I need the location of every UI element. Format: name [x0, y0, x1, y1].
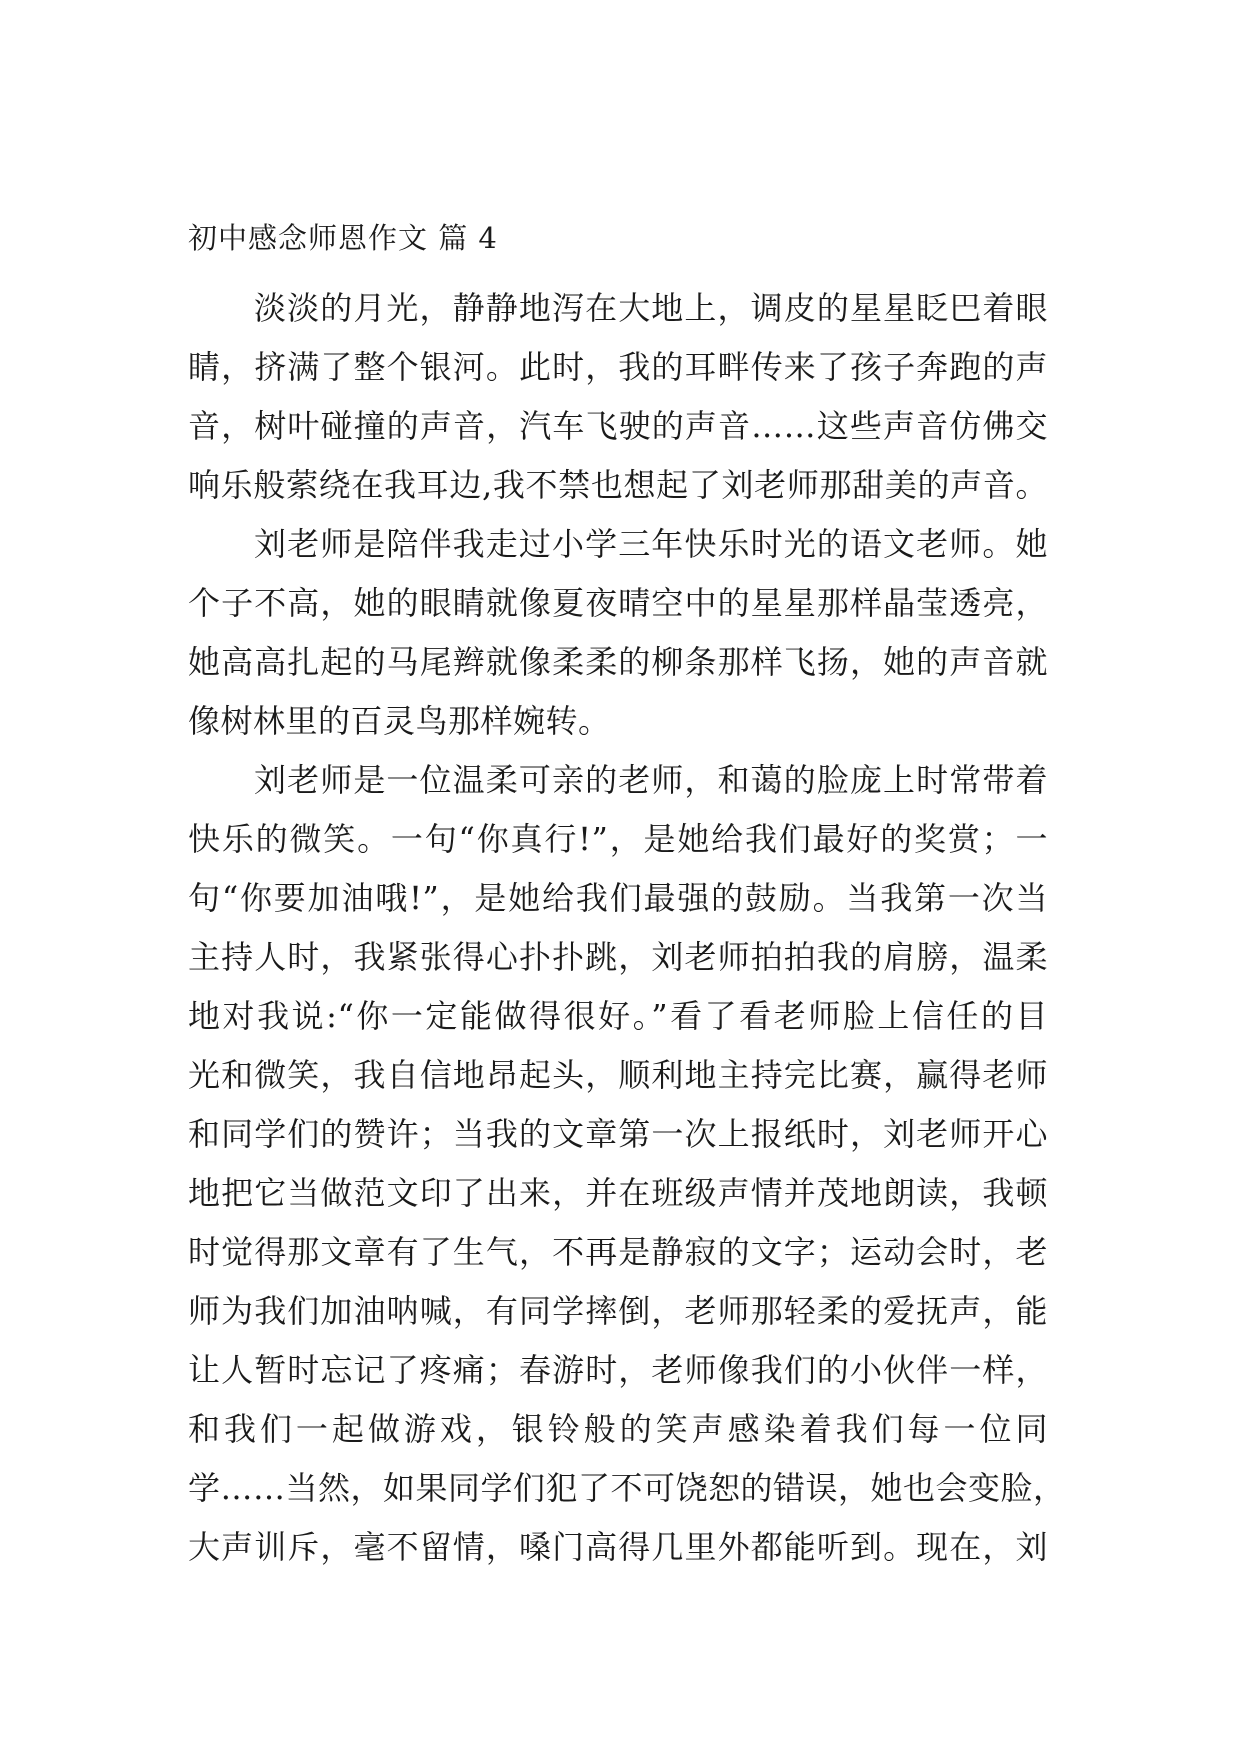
text-line: 让人暂时忘记了疼痛；春游时，老师像我们的小伙伴一样，: [188, 1351, 1048, 1389]
text-line: 刘老师是一位温柔可亲的老师，和蔼的脸庞上时常带着: [254, 761, 1048, 799]
text-line: 光和微笑，我自信地昂起头，顺利地主持完比赛，赢得老师: [188, 1056, 1048, 1094]
text-line: 响乐般萦绕在我耳边,我不禁也想起了刘老师那甜美的声音。: [188, 466, 1048, 504]
essay-body: [188, 279, 1066, 1577]
text-line: 刘老师是陪伴我走过小学三年快乐时光的语文老师。她: [254, 525, 1048, 563]
text-line: 睛，挤满了整个银河。此时，我的耳畔传来了孩子奔跑的声: [188, 348, 1048, 386]
text-line: 和同学们的赞许；当我的文章第一次上报纸时，刘老师开心: [188, 1115, 1048, 1153]
text-line: 师为我们加油呐喊，有同学摔倒，老师那轻柔的爱抚声，能: [188, 1292, 1048, 1330]
text-line: 音，树叶碰撞的声音，汽车飞驶的声音……这些声音仿佛交: [188, 407, 1048, 445]
text-line: 和我们一起做游戏，银铃般的笑声感染着我们每一位同: [188, 1410, 1048, 1448]
text-line: 主持人时，我紧张得心扑扑跳，刘老师拍拍我的肩膀，温柔: [188, 938, 1048, 976]
text-line: 学……当然，如果同学们犯了不可饶恕的错误，她也会变脸，: [188, 1469, 1066, 1507]
text-line: 时觉得那文章有了生气，不再是静寂的文字；运动会时，老: [188, 1233, 1048, 1271]
text-line: 淡淡的月光，静静地泻在大地上，调皮的星星眨巴着眼: [254, 289, 1048, 327]
text-line: 地对我说:“你一定能做得很好。”看了看老师脸上信任的目: [188, 997, 1048, 1035]
text-line: 句“你要加油哦!”，是她给我们最强的鼓励。当我第一次当: [188, 879, 1048, 917]
text-line: 快乐的微笑。一句“你真行!”，是她给我们最好的奖赏；一: [188, 820, 1048, 858]
text-line: 个子不高，她的眼睛就像夏夜晴空中的星星那样晶莹透亮，: [188, 584, 1048, 622]
text-line: 地把它当做范文印了出来，并在班级声情并茂地朗读，我顿: [188, 1174, 1048, 1212]
text-line: 像树林里的百灵鸟那样婉转。: [188, 702, 611, 740]
essay-title: 初中感念师恩作文 篇 4: [188, 221, 498, 255]
text-line: 大声训斥，毫不留情，嗓门高得几里外都能听到。现在，刘: [188, 1528, 1048, 1566]
text-line: 她高高扎起的马尾辫就像柔柔的柳条那样飞扬，她的声音就: [188, 643, 1048, 681]
